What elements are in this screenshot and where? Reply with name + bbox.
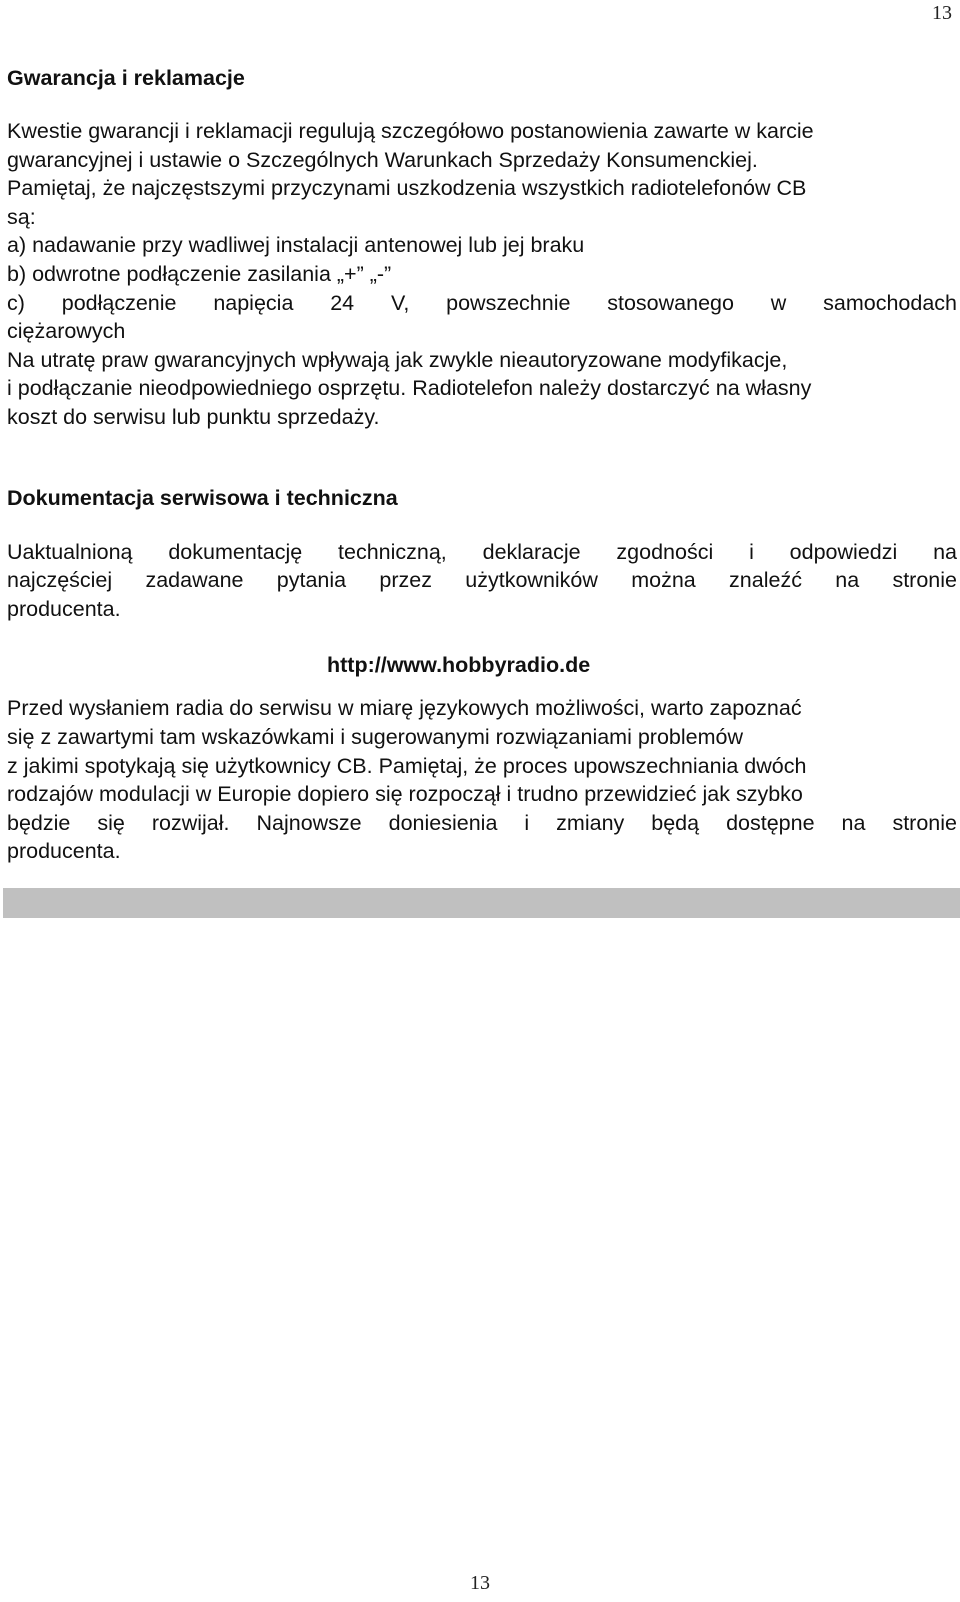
service-line: się z zawartymi tam wskazówkami i sugerowanymi rozwiązaniami problemów (7, 724, 743, 749)
manufacturer-url[interactable]: http://www.hobbyradio.de (327, 653, 591, 678)
page-number-bottom: 13 (470, 1572, 490, 1594)
warranty-paragraph (7, 117, 957, 432)
warranty-line: są: (7, 204, 36, 229)
service-line: będzie się rozwijał. Najnowsze doniesienia i zmiany będą dostępne na stronie (7, 810, 957, 835)
document-body (7, 64, 957, 866)
docs-line: Uaktualnioną dokumentację techniczną, deklaracje zgodności i odpowiedzi na (7, 539, 957, 564)
docs-paragraph (7, 538, 957, 624)
warranty-line: i podłączanie nieodpowiedniego osprzętu. Radiotelefon należy dostarczyć na własny (7, 376, 812, 401)
docs-line: najczęściej zadawane pytania przez użytkowników można znaleźć na stronie (7, 568, 957, 593)
warranty-list-item-b: b) odwrotne podłączenie zasilania „+” „-” (7, 261, 392, 286)
docs-line: producenta. (7, 596, 121, 621)
service-line: z jakimi spotykają się użytkownicy CB. Pamiętaj, że proces upowszechniania dwóch (7, 753, 807, 778)
service-line: rodzajów modulacji w Europie dopiero się rozpoczął i trudno przewidzieć jak szybko (7, 782, 803, 807)
warranty-line: koszt do serwisu lub punktu sprzedaży. (7, 404, 380, 429)
warranty-line: ciężarowych (7, 319, 126, 344)
page-number-top: 13 (932, 2, 952, 24)
warranty-line: gwarancyjnej i ustawie o Szczególnych Warunkach Sprzedaży Konsumenckiej. (7, 147, 758, 172)
warranty-line: Pamiętaj, że najczęstszymi przyczynami uszkodzenia wszystkich radiotelefonów CB (7, 176, 807, 201)
gray-divider-bar (3, 888, 960, 918)
service-line: producenta. (7, 839, 121, 864)
warranty-heading: Gwarancja i reklamacje (7, 66, 245, 90)
warranty-list-item-c: c) podłączenie napięcia 24 V, powszechnie stosowanego w samochodach (7, 290, 957, 315)
warranty-list-item-a: a) nadawanie przy wadliwej instalacji antenowej lub jej braku (7, 233, 585, 258)
warranty-line: Kwestie gwarancji i reklamacji regulują szczegółowo postanowienia zawarte w karcie (7, 119, 814, 143)
warranty-line: Na utratę praw gwarancyjnych wpływają jak zwykle nieautoryzowane modyfikacje, (7, 347, 788, 372)
service-paragraph (7, 694, 957, 866)
service-line: Przed wysłaniem radia do serwisu w miarę językowych możliwości, warto zapoznać (7, 696, 802, 721)
docs-heading: Dokumentacja serwisowa i techniczna (7, 485, 398, 510)
